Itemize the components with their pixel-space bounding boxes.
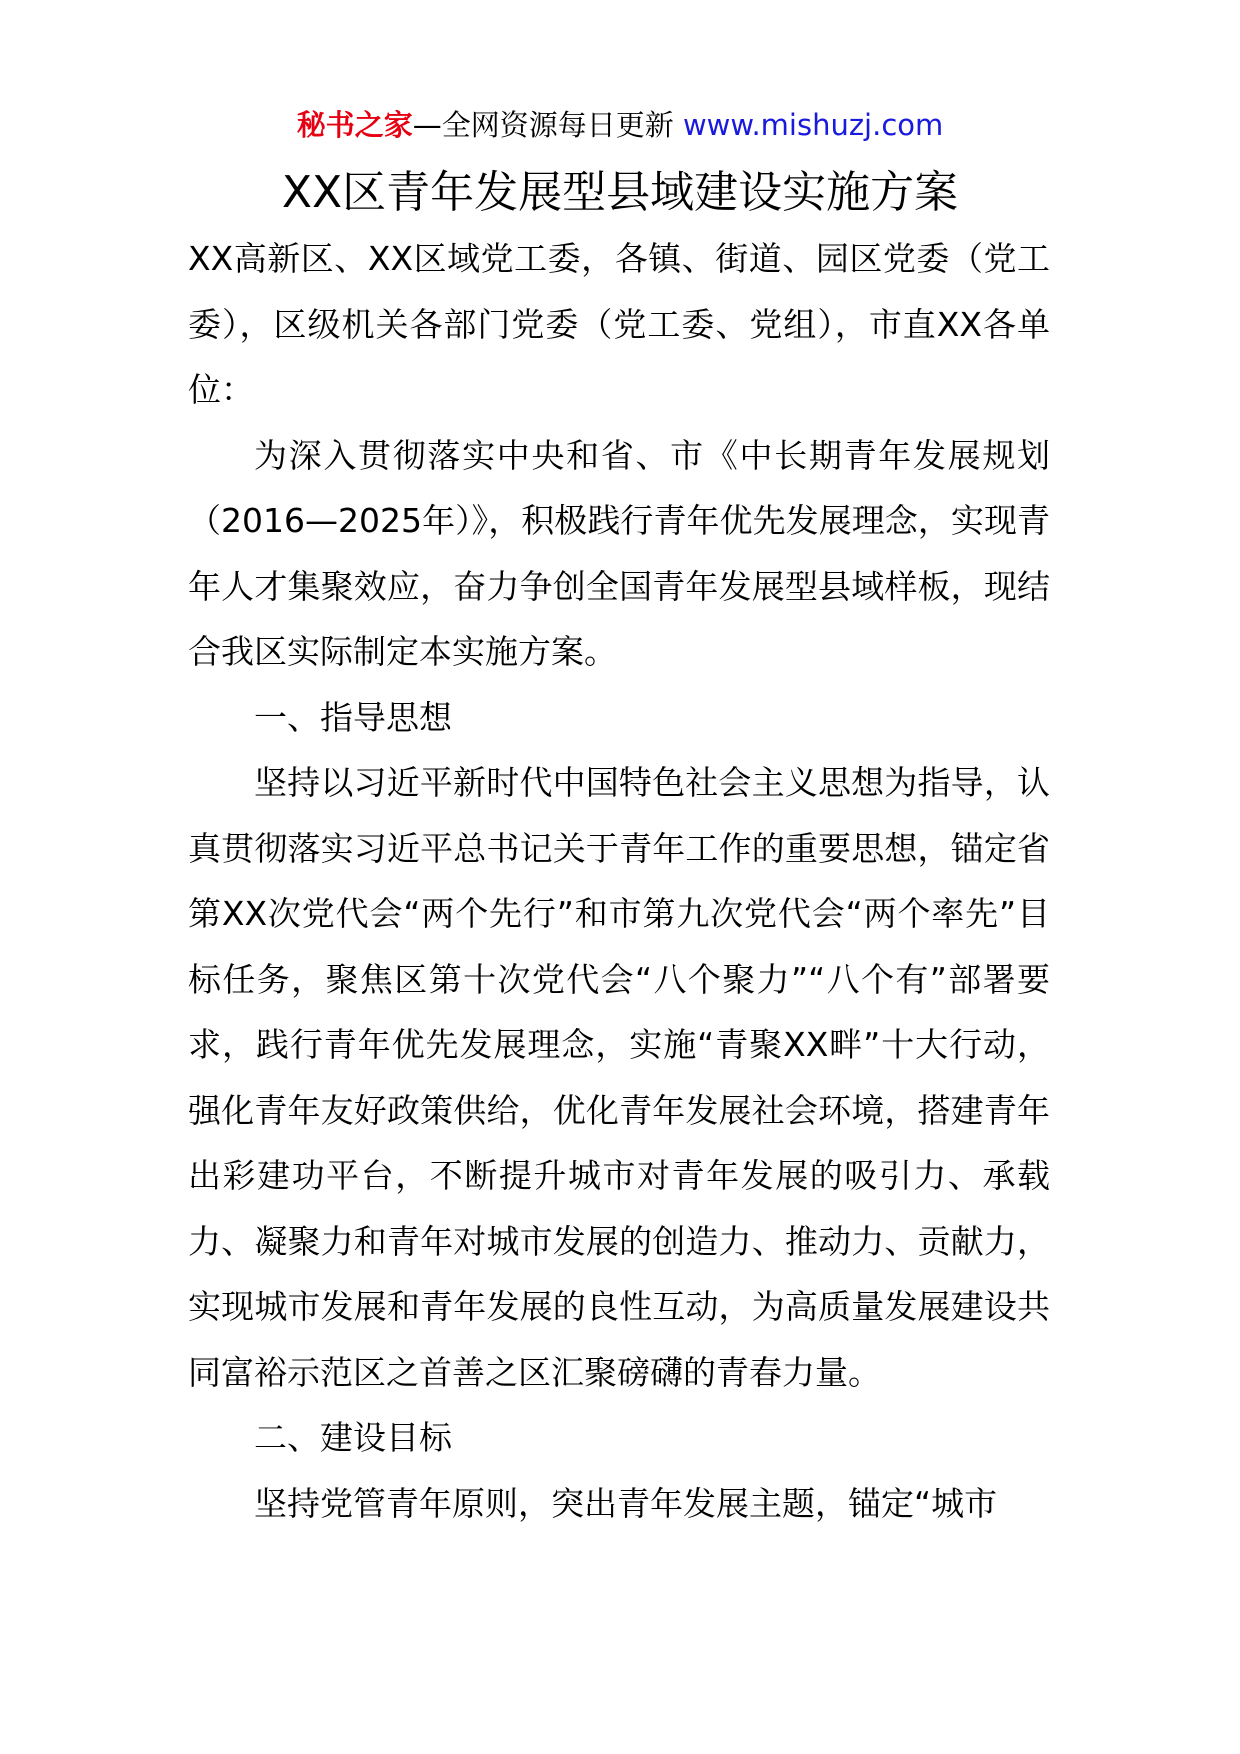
construction-goals-paragraph: 坚持党管青年原则，突出青年发展主题，锚定“城市 <box>254 1483 998 1523</box>
site-tagline: —全网资源每日更新 <box>412 108 674 142</box>
site-url-link[interactable]: www.mishuzj.com <box>682 108 944 142</box>
document-title: XX区青年发展型县域建设实施方案 <box>281 167 959 218</box>
section-heading-guiding-ideology: 一、指导思想 <box>254 697 452 737</box>
document-body <box>188 226 1050 1536</box>
section-heading-construction-goals: 二、建设目标 <box>254 1418 452 1457</box>
site-brand: 秘书之家 <box>296 108 413 142</box>
intro-paragraph: 为深入贯彻落实中央和省、市《中长期青年发展规划（2016—2025年）》，积极践行青年优先发展理念，实现青年人才集聚效应，奋力争创全国青年发展型县域样板，现结合我区实际制定本实施方案。 <box>188 435 1050 671</box>
site-header <box>0 100 1240 150</box>
guiding-ideology-paragraph: 坚持以习近平新时代中国特色社会主义思想为指导，认真贯彻落实习近平总书记关于青年工作的重要思想，锚定省第XX次党代会“两个先行”和市第九次党代会“两个率先”目标任务，聚焦区第十次党代会“八个聚力”“八个有”部署要求，践行青年优先发展理念，实施“青聚XX畔”十大行动，强化青年友好政策供给，优化青年发展社会环境，搭建青年出彩建功平台，不断提升城市对青年发展的吸引力、承载力、凝聚力和青年对城市发展的创造力、推动力、贡献力，实现城市发展和青年发展的良性互动，为高质量发展建设共同富裕示范区之首善之区汇聚磅礴的青春力量。 <box>188 763 1051 1392</box>
recipients-paragraph: XX高新区、XX区域党工委，各镇、街道、园区党委（党工委），区级机关各部门党委（党工委、党组），市直XX各单位： <box>188 239 1050 409</box>
